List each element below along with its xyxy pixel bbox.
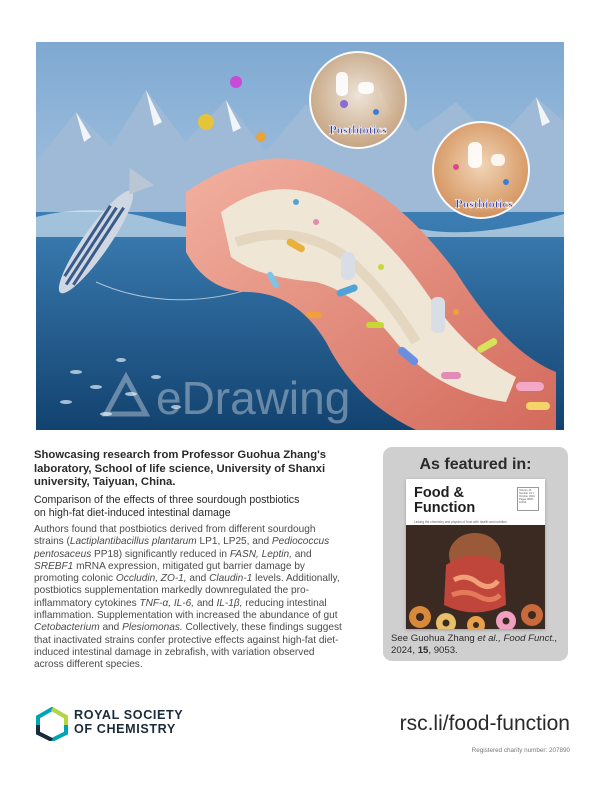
abstract-run: and xyxy=(194,597,217,609)
cover-subtitle: Linking the chemistry and physics of food with health and nutrition xyxy=(414,520,507,524)
showcase-line-2: laboratory, School of life science, University of Shanxi xyxy=(34,462,326,475)
abstract-run: levels. Additionally, postbiotics supplementation markedly downregulated the pro-inflammatory cytokines xyxy=(34,573,340,609)
abstract-run: and xyxy=(291,548,312,560)
postbiotics-bubble-bottom xyxy=(433,122,529,218)
cover-journal-title xyxy=(414,486,504,516)
charity-number: Registered charity number: 207890 xyxy=(471,747,570,754)
citation-journal: et al., Food Funct., xyxy=(477,633,558,644)
abstract-text xyxy=(34,524,346,672)
abstract-italic: Claudin-1 xyxy=(209,573,253,585)
showcase-line-1: Showcasing research from Professor Guohua Zhang's xyxy=(34,449,327,461)
cover-illustration xyxy=(406,525,545,629)
abstract-italic: Occludin, ZO-1, xyxy=(115,573,187,585)
cover-title-line-1: Food & xyxy=(414,485,464,501)
watermark-text: eDrawing xyxy=(156,372,351,424)
abstract-run: and xyxy=(186,573,210,585)
rsc-logo-icon xyxy=(35,707,69,741)
abstract-italic: Cetobacterium xyxy=(34,622,100,634)
abstract-run: reducing intestinal inflammation. Supplementation with increased the abundance of gut xyxy=(34,597,338,622)
abstract-italic: IL-1β, xyxy=(216,597,243,609)
abstract-run: LP1, LP25, and xyxy=(196,536,272,548)
abstract-italic: SREBF1 xyxy=(34,560,74,572)
cover-issue-badge: Volume 15 Number 19 7 October 2024 Pages 9535-10012 xyxy=(517,487,539,511)
abstract-run: Collectively, these findings suggest that inactivated strains confer protective effects against high-fat diet-induced intestinal damage in zebrafish, with variation observed across different species. xyxy=(34,622,342,671)
rsc-wordmark-line-2: OF CHEMISTRY xyxy=(74,722,176,737)
citation-volume: 15 xyxy=(417,644,429,656)
citation-pages: , 9053. xyxy=(428,644,458,656)
subtitle-line-2: on high-fat diet-induced intestinal damage xyxy=(34,506,231,519)
showcase-line-3: university, Taiyuan, China. xyxy=(34,476,176,489)
abstract-italic: Plesiomonas. xyxy=(122,622,183,634)
abstract-run: mRNA expression, mitigated gut barrier damage by promoting colonic xyxy=(34,560,305,585)
featured-in-box xyxy=(383,447,568,661)
postbiotics-label-top: Postbiotics xyxy=(329,123,387,137)
rsc-wordmark xyxy=(74,708,183,736)
cover-artwork xyxy=(36,42,564,430)
cover-title-line-2: Function xyxy=(414,500,476,516)
abstract-italic: FASN, Leptin, xyxy=(229,548,292,560)
artwork-illustration xyxy=(36,42,564,430)
journal-url-link[interactable]: rsc.li/food-function xyxy=(399,712,570,735)
subtitle-line-1: Comparison of the effects of three sourdough postbiotics xyxy=(34,494,300,506)
citation-prefix: See Guohua Zhang xyxy=(391,633,478,644)
abstract-italic: Lactiplantibacillus plantarum xyxy=(69,536,197,548)
rsc-wordmark-line-1: ROYAL SOCIETY xyxy=(74,708,184,722)
citation-year: 2024, xyxy=(391,644,418,656)
abstract-run: and xyxy=(99,622,123,634)
showcase-text xyxy=(34,449,334,490)
abstract-run: PP18) significantly reduced in xyxy=(91,548,230,560)
abstract-italic: TNF-α, IL-6, xyxy=(139,597,195,609)
abstract-italic: Pediococcus pentosaceus xyxy=(34,536,330,560)
journal-cover-thumbnail[interactable] xyxy=(406,479,545,629)
featured-citation xyxy=(391,633,563,657)
abstract-run: Authors found that postbiotics derived from different sourdough strains ( xyxy=(34,524,316,548)
postbiotics-bubble-top xyxy=(310,52,406,148)
abstract-paragraph xyxy=(34,524,346,672)
postbiotics-label-bottom: Postbiotics xyxy=(455,197,513,211)
article-subtitle xyxy=(34,494,334,519)
featured-heading: As featured in: xyxy=(419,456,532,473)
